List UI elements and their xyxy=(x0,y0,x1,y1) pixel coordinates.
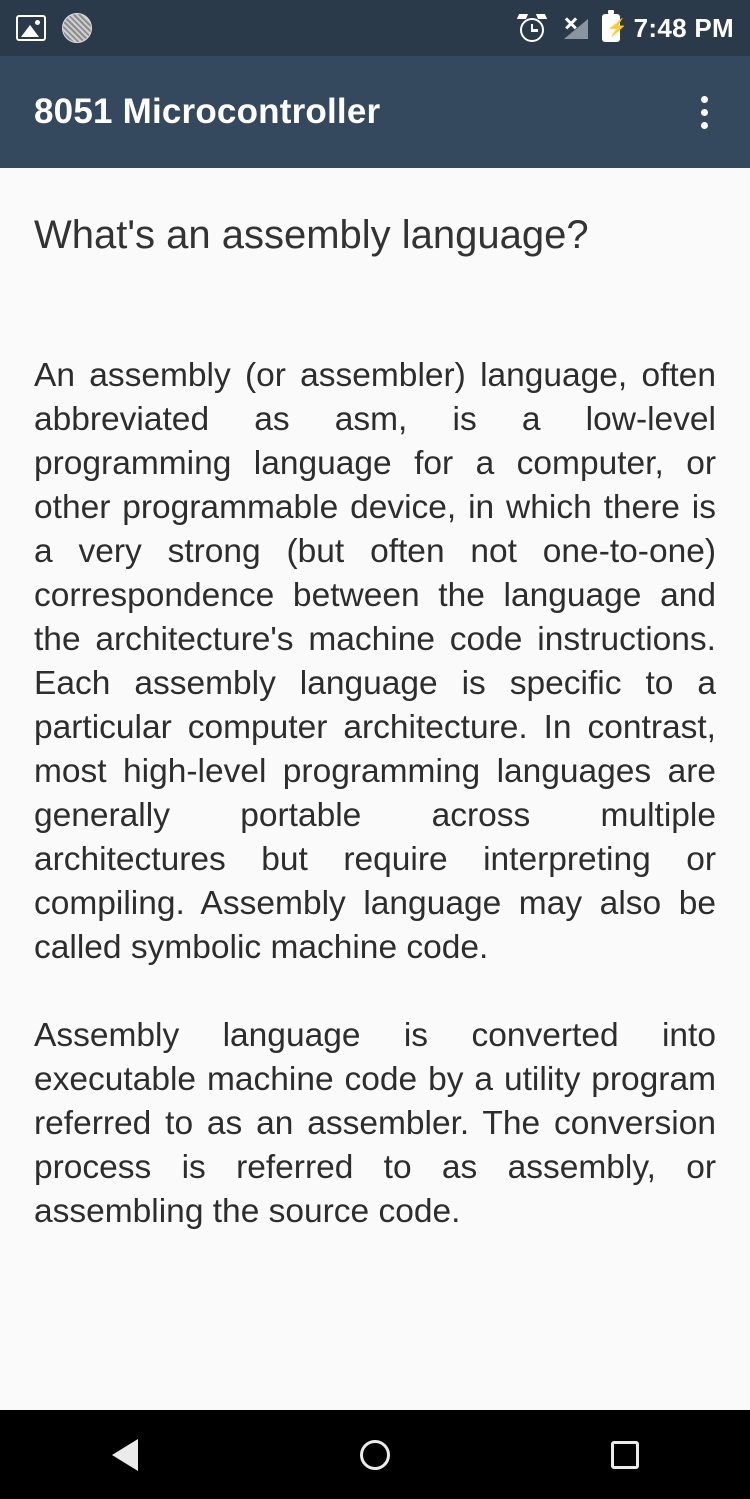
nav-recents-button[interactable] xyxy=(565,1410,685,1499)
pattern-circle-icon xyxy=(62,13,92,43)
article-body xyxy=(34,354,716,1234)
image-icon xyxy=(16,15,46,41)
system-navigation-bar xyxy=(0,1410,750,1499)
status-bar-right-icons xyxy=(518,13,734,44)
app-title: 8051 Microcontroller xyxy=(34,92,381,131)
status-bar-left-icons xyxy=(16,13,92,43)
article-paragraph: An assembly (or assembler) language, often abbreviated as asm, is a low-level programming language for a computer, or other programmable device, in which there is a very strong (but often not one-to-one) correspondence between the language and the architecture's machine code instructions. Each assembly language is specific to a particular computer architecture. In contrast, most high-level programming languages are generally portable across multiple architectures but require interpreting or compiling. Assembly language may also be called symbolic machine code. xyxy=(34,357,716,966)
article-title: What's an assembly language? xyxy=(34,213,589,257)
more-vertical-icon[interactable] xyxy=(696,90,718,134)
nav-back-button[interactable] xyxy=(65,1410,185,1499)
home-circle-icon xyxy=(360,1440,390,1470)
article-paragraph: Assembly language is converted into executable machine code by a utility program referred to as an assembler. The conversion process is referred to as assembly, or assembling the source code. xyxy=(34,1017,716,1230)
back-triangle-icon xyxy=(112,1439,138,1471)
recents-square-icon xyxy=(611,1441,639,1469)
nav-home-button[interactable] xyxy=(315,1410,435,1499)
app-bar xyxy=(0,56,750,168)
status-bar-clock: 7:48 PM xyxy=(633,12,734,43)
battery-charging-icon: ⚡ xyxy=(602,14,620,42)
alarm-icon xyxy=(518,14,546,42)
signal-off-icon xyxy=(560,15,588,41)
status-bar xyxy=(0,0,750,56)
article-scroll-area[interactable] xyxy=(0,168,750,1410)
